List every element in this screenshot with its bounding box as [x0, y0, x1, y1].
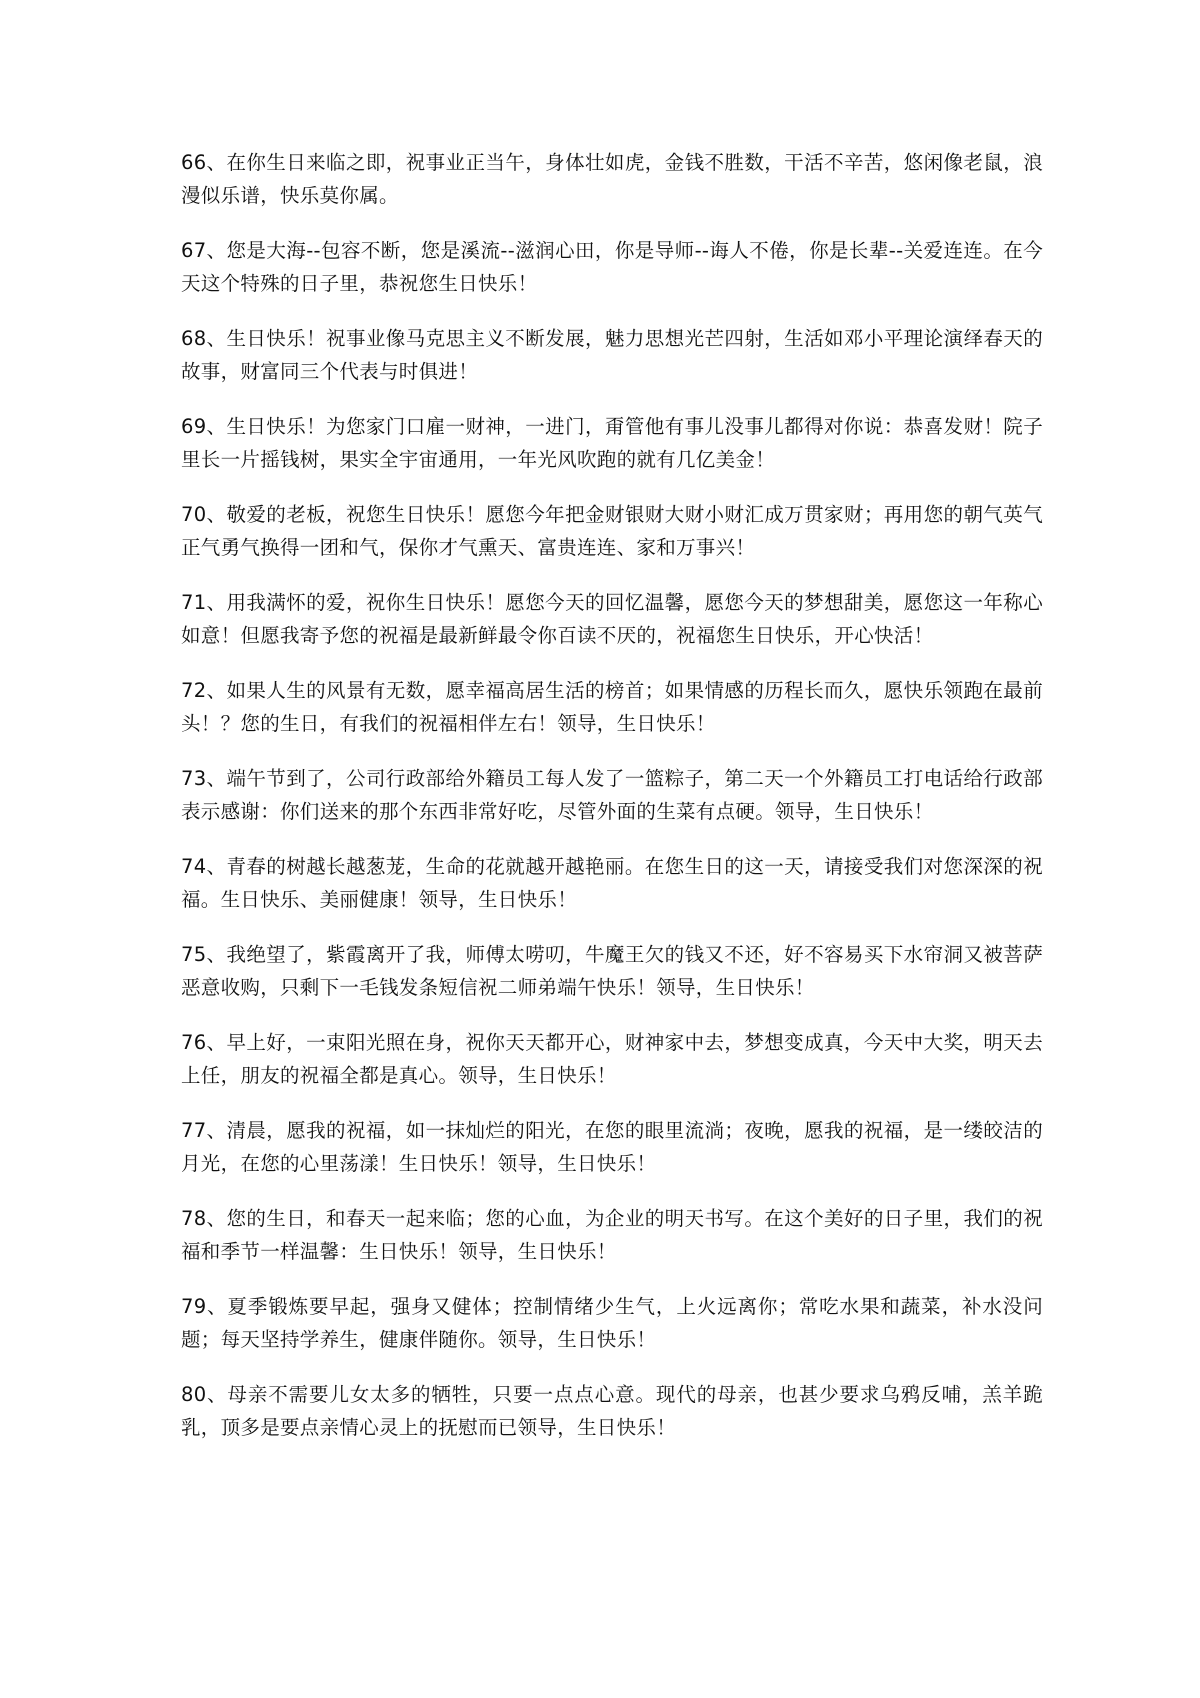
list-item: 75、我绝望了，紫霞离开了我，师傅太唠叨，牛魔王欠的钱又不还，好不容易买下水帘洞又被菩萨恶意收购，只剩下一毛钱发条短信祝二师弟端午快乐！领导，生日快乐！: [181, 943, 1043, 999]
list-item: 68、生日快乐！祝事业像马克思主义不断发展，魅力思想光芒四射，生活如邓小平理论演绎春天的故事，财富同三个代表与时俱进！: [181, 327, 1043, 383]
list-item: 72、如果人生的风景有无数，愿幸福高居生活的榜首；如果情感的历程长而久，愿快乐领跑在最前头！？您的生日，有我们的祝福相伴左右！领导，生日快乐！: [181, 679, 1043, 735]
list-item: 73、端午节到了，公司行政部给外籍员工每人发了一篮粽子，第二天一个外籍员工打电话给行政部表示感谢：你们送来的那个东西非常好吃，尽管外面的生菜有点硬。领导，生日快乐！: [181, 767, 1043, 823]
list-item: 77、清晨，愿我的祝福，如一抹灿烂的阳光，在您的眼里流淌；夜晚，愿我的祝福，是一缕皎洁的月光，在您的心里荡漾！生日快乐！领导，生日快乐！: [181, 1119, 1043, 1175]
document-body: [181, 146, 1043, 1466]
list-item: 67、您是大海--包容不断，您是溪流--滋润心田，你是导师--诲人不倦，你是长辈--关爱连连。在今天这个特殊的日子里，恭祝您生日快乐！: [181, 239, 1043, 295]
list-item: 66、在你生日来临之即，祝事业正当午，身体壮如虎，金钱不胜数，干活不辛苦，悠闲像老鼠，浪漫似乐谱，快乐莫你属。: [181, 151, 1043, 207]
list-item: 79、夏季锻炼要早起，强身又健体；控制情绪少生气，上火远离你；常吃水果和蔬菜，补水没问题；每天坚持学养生，健康伴随你。领导，生日快乐！: [181, 1295, 1043, 1351]
list-item: 74、青春的树越长越葱茏，生命的花就越开越艳丽。在您生日的这一天，请接受我们对您深深的祝福。生日快乐、美丽健康！领导，生日快乐！: [181, 855, 1043, 911]
list-item: 70、敬爱的老板，祝您生日快乐！愿您今年把金财银财大财小财汇成万贯家财；再用您的朝气英气正气勇气换得一团和气，保你才气熏天、富贵连连、家和万事兴！: [181, 503, 1043, 559]
list-item: 69、生日快乐！为您家门口雇一财神，一进门，甭管他有事儿没事儿都得对你说：恭喜发财！院子里长一片摇钱树，果实全宇宙通用，一年光风吹跑的就有几亿美金！: [181, 415, 1043, 471]
list-item: 71、用我满怀的爱，祝你生日快乐！愿您今天的回忆温馨，愿您今天的梦想甜美，愿您这一年称心如意！但愿我寄予您的祝福是最新鲜最令你百读不厌的，祝福您生日快乐，开心快活！: [181, 591, 1043, 647]
list-item: 76、早上好，一束阳光照在身，祝你天天都开心，财神家中去，梦想变成真，今天中大奖，明天去上任，朋友的祝福全都是真心。领导，生日快乐！: [181, 1031, 1043, 1087]
list-item: 80、母亲不需要儿女太多的牺牲，只要一点点心意。现代的母亲，也甚少要求乌鸦反哺，羔羊跪乳，顶多是要点亲情心灵上的抚慰而已领导，生日快乐！: [181, 1383, 1043, 1439]
list-item: 78、您的生日，和春天一起来临；您的心血，为企业的明天书写。在这个美好的日子里，我们的祝福和季节一样温馨：生日快乐！领导，生日快乐！: [181, 1207, 1043, 1263]
